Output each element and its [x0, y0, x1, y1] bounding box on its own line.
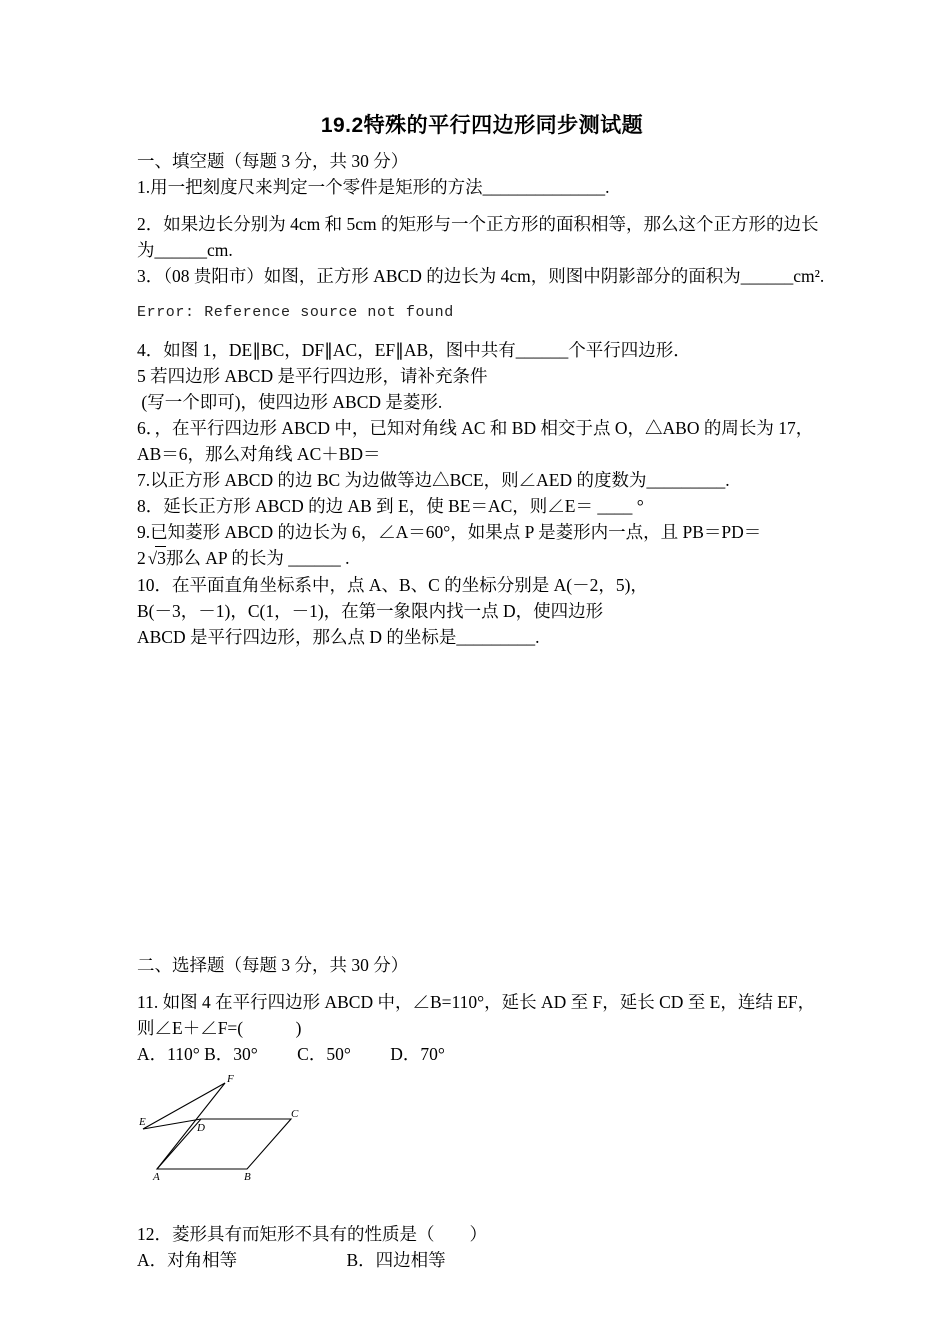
spacer: [137, 1205, 827, 1221]
question-12: 12．菱形具有而矩形不具有的性质是（ ）: [137, 1224, 487, 1244]
question-5-part2: (写一个即可)，使四边形 ABCD 是菱形.: [137, 392, 443, 413]
question-11-options: A．110° B．30° C．50° D．70°: [137, 1044, 445, 1064]
question-8: 8．延长正方形 ABCD 的边 AB 到 E，使 BE＝AC，则∠E＝ ____ °: [137, 496, 644, 517]
question-10-line1: 10．在平面直角坐标系中，点 A、B、C 的坐标分别是 A(－2，5)，: [137, 575, 648, 596]
error-reference-note: Error: Reference source not found: [137, 304, 454, 322]
question-9: [137, 519, 827, 545]
label-D: D: [197, 1122, 205, 1134]
question-9-coefficient: 2: [137, 548, 146, 569]
page-title: 19.2特殊的平行四边形同步测试题: [320, 114, 644, 137]
section-heading-fill-in-blank: 一、填空题（每题 3 分，共 30 分）: [137, 151, 409, 172]
spacer: [137, 326, 827, 337]
question-9-text: 9.已知菱形 ABCD 的边长为 6，∠A＝60°，如果点 P 是菱形内一点，且 PB＝PD＝: [137, 522, 762, 543]
spacer: [137, 289, 827, 300]
document-content: [137, 112, 827, 650]
label-A: A: [153, 1171, 160, 1181]
question-5-part1: 5 若四边形 ABCD 是平行四边形，请补充条件: [137, 366, 488, 387]
figure-parallelogram-abcd: [139, 1073, 339, 1181]
question-10-line2: B(－3，－1)，C(1，－1)，在第一象限内找一点 D，使四边形: [137, 601, 604, 622]
label-E: E: [139, 1116, 146, 1128]
label-C: C: [291, 1108, 299, 1120]
question-11: 11. 如图 4 在平行四边形 ABCD 中，∠B=110°，延长 AD 至 F，延长 CD 至 E，连结 EF，则∠E＋∠F=( ): [137, 992, 816, 1038]
line-a-f: [157, 1083, 225, 1169]
question-2: 2．如果边长分别为 4cm 和 5cm 的矩形与一个正方形的面积相等，那么这个正方形的边长为______cm.: [137, 214, 819, 261]
question-9-cont: [137, 545, 827, 572]
question-12-options: A．对角相等 B．四边相等: [137, 1250, 446, 1270]
spacer: [137, 1181, 827, 1205]
section-heading-multiple-choice: 二、选择题（每题 3 分，共 30 分）: [137, 955, 409, 975]
label-F: F: [227, 1073, 234, 1085]
spacer: [137, 200, 827, 211]
question-7: 7.以正方形 ABCD 的边 BC 为边做等边△BCE，则∠AED 的度数为_________.: [137, 470, 730, 491]
question-9-tail: 那么 AP 的长为 ______ .: [165, 548, 350, 569]
question-4: 4．如图 1，DE∥BC，DF∥AC，EF∥AB，图中共有______个平行四边形．: [137, 340, 691, 361]
label-B: B: [244, 1171, 251, 1181]
question-3: 3．（08 贵阳市）如图，正方形 ABCD 的边长为 4cm，则图中阴影部分的面积为______cm².: [137, 266, 825, 287]
question-6: 6．，在平行四边形 ABCD 中，已知对角线 AC 和 BD 相交于点 O，△ABO 的周长为 17，AB＝6，那么对角线 AC＋BD＝: [137, 418, 814, 465]
question-10-line3: ABCD 是平行四边形，那么点 D 的坐标是_________.: [137, 627, 540, 648]
question-1: 1.用一把刻度尺来判定一个零件是矩形的方法______________.: [137, 177, 610, 198]
square-root-icon: √3: [147, 548, 166, 569]
radicand: 3: [157, 548, 166, 569]
figure-svg: [139, 1073, 339, 1181]
spacer: [137, 978, 827, 989]
document-content-section2: [137, 952, 827, 1273]
